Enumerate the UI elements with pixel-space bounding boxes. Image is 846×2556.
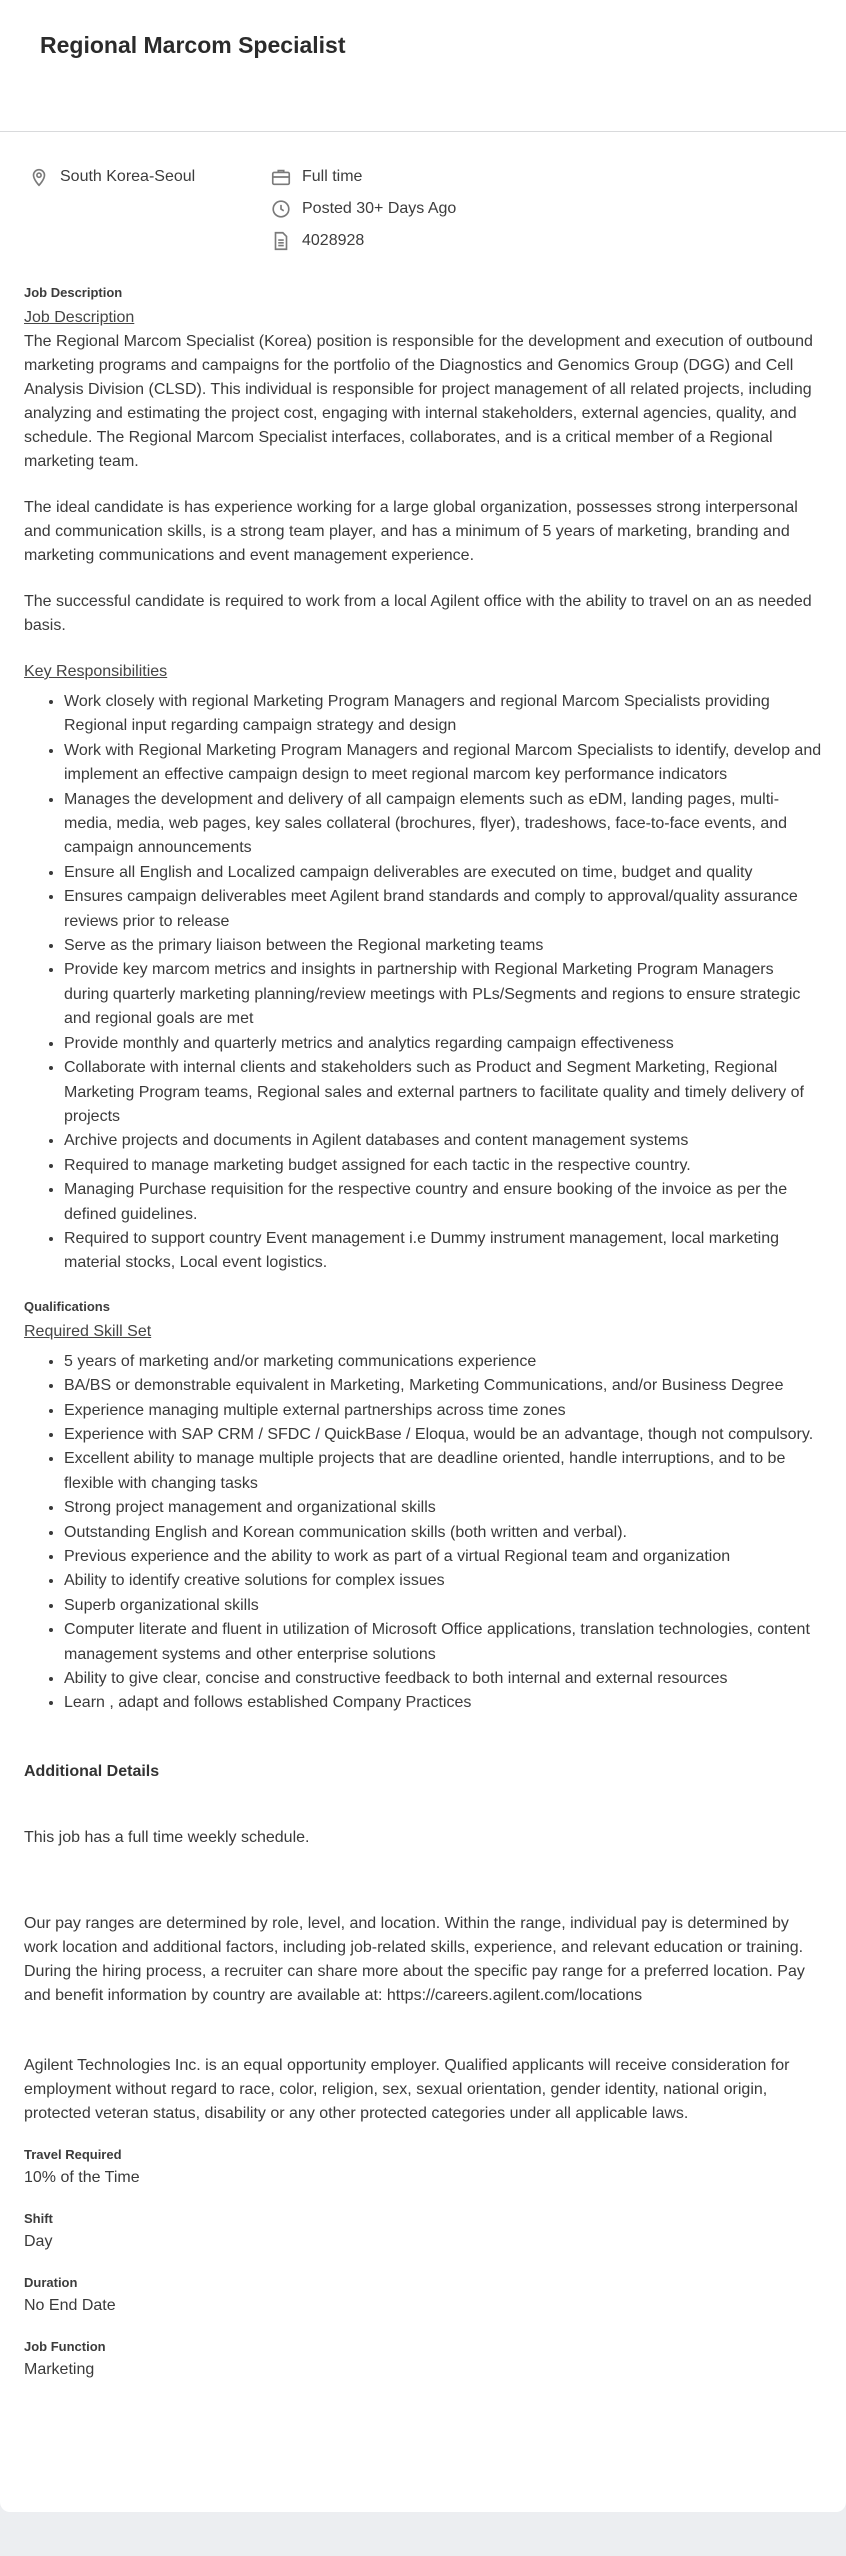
document-icon xyxy=(270,230,292,252)
list-item: • Superb organizational skills xyxy=(64,1594,822,1618)
required-skill-set-heading: Required Skill Set xyxy=(24,1322,152,1340)
list-item: • Excellent ability to manage multiple projects that are deadline oriented, handle interruptions, and to be flexible with changing tasks xyxy=(64,1447,822,1496)
field-value: No End Date xyxy=(24,2296,116,2314)
list-item: • Ensure all English and Localized campaign deliverables are executed on time, budget and quality xyxy=(64,861,822,885)
job-location xyxy=(28,166,195,188)
job-description-heading: Job Description xyxy=(24,309,135,326)
description-paragraph: The Regional Marcom Specialist (Korea) position is responsible for the development and execution of outbound marketing programs and campaigns for the portfolio of the Diagnostics and Genomics Group (DGG) and Cell Analysis Division (CLSD). This individual is responsible for project management of all related projects, including analyzing and estimating the project cost, engaging with internal stakeholders, external agencies, quality, and schedule. The Regional Marcom Specialist interfaces, collaborates, and is a critical member of a Regional marketing team. xyxy=(24,333,813,470)
list-item: • Computer literate and fluent in utilization of Microsoft Office applications, translation technologies, content management systems and other enterprise solutions xyxy=(64,1618,822,1667)
briefcase-icon xyxy=(270,166,292,188)
list-item: • Outstanding English and Korean communication skills (both written and verbal). xyxy=(64,1521,822,1545)
list-item: • Strong project management and organizational skills xyxy=(64,1496,822,1520)
list-item: • Work with Regional Marketing Program Managers and regional Marcom Specialists to identify, develop and implement an effective campaign design to meet regional marcom key performance indicators xyxy=(64,739,822,788)
job-title: Regional Marcom Specialist xyxy=(40,32,346,58)
field-value: Marketing xyxy=(24,2360,95,2378)
field-shift xyxy=(24,2210,822,2254)
responsibilities-list xyxy=(24,690,822,1276)
job-req-id xyxy=(270,230,364,252)
list-item: • Ensures campaign deliverables meet Agilent brand standards and comply to approval/quality assurance reviews prior to release xyxy=(64,885,822,934)
job-body xyxy=(24,284,822,2382)
field-label: Duration xyxy=(24,2274,78,2290)
list-item: • Collaborate with internal clients and stakeholders such as Product and Segment Marketing, Regional Marketing Program teams, Regional sales and external partners to facilitate quality and timely delivery of projects xyxy=(64,1056,822,1129)
list-item: • Serve as the primary liaison between the Regional marketing teams xyxy=(64,934,822,958)
list-item: • BA/BS or demonstrable equivalent in Marketing, Marketing Communications, and/or Business Degree xyxy=(64,1374,822,1398)
list-item: • Required to support country Event management i.e Dummy instrument management, local marketing material stocks, Local event logistics. xyxy=(64,1227,822,1276)
eeo-paragraph: Agilent Technologies Inc. is an equal opportunity employer. Qualified applicants will receive consideration for employment without regard to race, color, religion, sex, sexual orientation, gender identity, national origin, protected veteran status, disability or any other protected categories under all applicable laws. xyxy=(24,2056,790,2122)
description-paragraph: The ideal candidate is has experience working for a large global organization, possesses strong interpersonal and communication skills, is a strong team player, and has a minimum of 5 years of marketing, branding and marketing communications and event management experience. xyxy=(24,499,798,564)
list-item: • Archive projects and documents in Agilent databases and content management systems xyxy=(64,1129,822,1153)
field-value: 10% of the Time xyxy=(24,2168,140,2186)
schedule-paragraph: This job has a full time weekly schedule. xyxy=(24,1828,310,1846)
clock-icon xyxy=(270,198,292,220)
list-item: • 5 years of marketing and/or marketing communications experience xyxy=(64,1350,822,1374)
qualifications-list xyxy=(24,1350,822,1716)
list-item: • Experience with SAP CRM / SFDC / QuickBase / Eloqua, would be an advantage, though not compulsory. xyxy=(64,1423,822,1447)
field-label: Shift xyxy=(24,2210,53,2226)
list-item: • Required to manage marketing budget assigned for each tactic in the respective country. xyxy=(64,1154,822,1178)
list-item: • Provide key marcom metrics and insights in partnership with Regional Marketing Program Managers during quarterly marketing planning/review meetings with PLs/Segments and regions to ensure strategic and regional goals are met xyxy=(64,958,822,1031)
qualifications-label: Qualifications xyxy=(24,1298,110,1314)
job-description-label: Job Description xyxy=(24,285,123,300)
job-schedule xyxy=(270,166,362,188)
field-value: Day xyxy=(24,2232,53,2250)
pay-paragraph: Our pay ranges are determined by role, level, and location. Within the range, individual pay is determined by work location and additional factors, including job-related skills, experience, and relevant education or training. During the hiring process, a recruiter can share more about the specific pay range for a preferred location. Pay and benefit information by country are available at: https://careers.agilent.com/locations xyxy=(24,1914,805,2004)
list-item: • Learn , adapt and follows established Company Practices xyxy=(64,1691,822,1715)
list-item: • Ability to give clear, concise and constructive feedback to both internal and external resources xyxy=(64,1667,822,1691)
field-travel xyxy=(24,2146,822,2190)
map-pin-icon xyxy=(28,166,50,188)
job-posted-text: Posted 30+ Days Ago xyxy=(302,200,457,217)
list-item: • Provide monthly and quarterly metrics and analytics regarding campaign effectiveness xyxy=(64,1032,822,1056)
job-req-id-text: 4028928 xyxy=(302,232,365,249)
job-posted xyxy=(270,198,456,220)
job-meta xyxy=(24,132,822,272)
list-item: • Experience managing multiple external partnerships across time zones xyxy=(64,1399,822,1423)
field-label: Travel Required xyxy=(24,2146,122,2162)
list-item: • Work closely with regional Marketing Program Managers and regional Marcom Specialists providing Regional input regarding campaign strategy and design xyxy=(64,690,822,739)
field-duration xyxy=(24,2274,822,2318)
job-location-text: South Korea-Seoul xyxy=(60,168,196,185)
field-label: Job Function xyxy=(24,2338,106,2354)
list-item: • Previous experience and the ability to work as part of a virtual Regional team and organization xyxy=(64,1545,822,1569)
job-schedule-text: Full time xyxy=(302,168,363,185)
field-job-function xyxy=(24,2338,822,2382)
additional-details-title: Additional Details xyxy=(24,1762,160,1780)
list-item: • Ability to identify creative solutions for complex issues xyxy=(64,1569,822,1593)
list-item: • Managing Purchase requisition for the respective country and ensure booking of the invoice as per the defined guidelines. xyxy=(64,1178,822,1227)
job-header xyxy=(0,0,846,132)
list-item: • Manages the development and delivery of all campaign elements such as eDM, landing pages, multi-media, media, web pages, key sales collateral (brochures, flyer), tradeshows, face-to-face events, and campaign announcements xyxy=(64,788,822,861)
key-responsibilities-heading: Key Responsibilities xyxy=(24,663,168,680)
description-paragraph: The successful candidate is required to work from a local Agilent office with the ability to travel on an as needed basis. xyxy=(24,593,812,634)
